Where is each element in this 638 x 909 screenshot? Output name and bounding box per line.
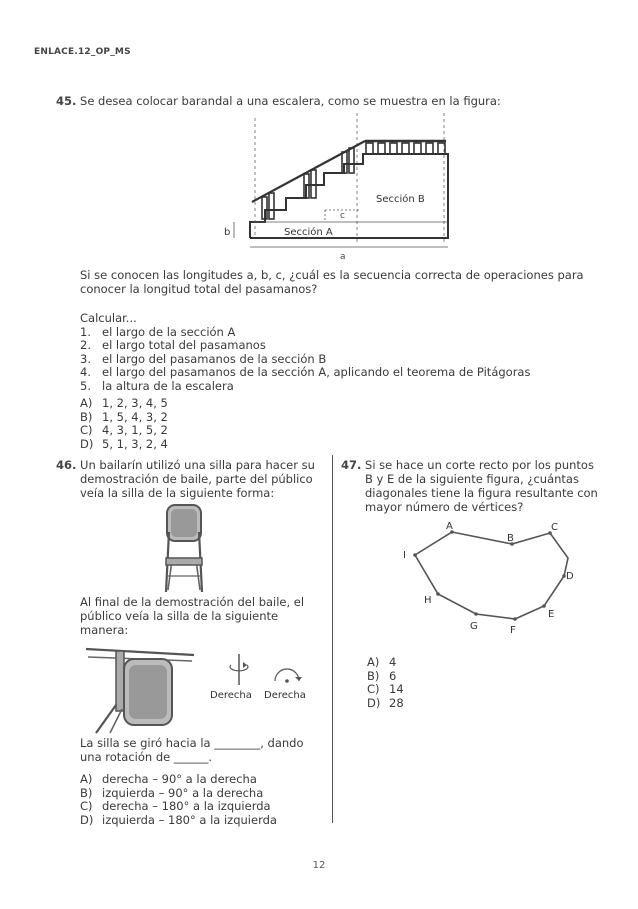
q45-number: 45. xyxy=(56,94,77,108)
step-5: 5. la altura de la escalera xyxy=(80,378,234,393)
q46-final-line3: manera: xyxy=(80,623,129,637)
q46-prompt-line2: demostración de baile, parte del público xyxy=(80,472,313,486)
label-b: b xyxy=(224,227,231,238)
q46-prompt-line3: veía la silla de la siguiente forma: xyxy=(80,486,275,500)
q47-option-d[interactable]: D) 28 xyxy=(367,695,404,710)
vertex-e: E xyxy=(548,609,555,620)
folding-chair-upright xyxy=(160,502,208,594)
vertex-f: F xyxy=(510,625,516,636)
vertex-b: B xyxy=(507,533,514,544)
polygon-figure xyxy=(400,518,590,638)
q46-fill-line2: una rotación de ______. xyxy=(80,750,213,764)
column-divider xyxy=(332,455,333,823)
step-4: 4. el largo del pasamanos de la sección A, aplicando el teorema de Pitágoras xyxy=(80,365,531,380)
q47-option-c[interactable]: C) 14 xyxy=(367,682,404,697)
q46-option-c[interactable]: C) derecha – 180° a la izquierda xyxy=(80,799,271,814)
label-section-a: Sección A xyxy=(284,227,333,238)
q46-option-d[interactable]: D) izquierda – 180° a la izquierda xyxy=(80,812,277,827)
q46-final-text xyxy=(80,595,330,637)
q46-options xyxy=(80,773,277,827)
q46-fill-line1: La silla se giró hacia la ________, dando xyxy=(80,736,304,750)
balusters-section-a xyxy=(262,148,354,219)
q45-prompt-text: Se desea colocar barandal a una escalera, como se muestra en la figura: xyxy=(80,94,501,108)
page-number: 12 xyxy=(312,860,326,871)
rotation-label-1: Derecha xyxy=(210,690,252,701)
q47-prompt-line2: B y E de la siguiente figura, ¿cuántas xyxy=(365,472,579,486)
q46-final-line1: Al final de la demostración del baile, el xyxy=(80,595,305,609)
vertex-i: I xyxy=(403,550,406,561)
q46-prompt xyxy=(56,458,321,500)
q47-number: 47. xyxy=(341,458,362,472)
q47-prompt-line4: mayor número de vértices? xyxy=(365,500,524,514)
q45-option-b[interactable]: B) 1, 5, 4, 3, 2 xyxy=(80,409,168,424)
q47-prompt xyxy=(341,458,611,514)
q45-question xyxy=(80,268,584,296)
q45-option-c[interactable]: C) 4, 3, 1, 5, 2 xyxy=(80,423,168,438)
label-a: a xyxy=(340,252,346,262)
stair-figure xyxy=(220,108,460,270)
step-3: 3. el largo del pasamanos de la sección B xyxy=(80,351,327,366)
q45-question-line2: conocer la longitud total del pasamanos? xyxy=(80,282,318,296)
q47-prompt-line1: Si se hace un corte recto por los puntos xyxy=(365,458,594,472)
vertex-d: D xyxy=(566,571,574,582)
step-1: 1. el largo de la sección A xyxy=(80,324,236,339)
q46-fill-text xyxy=(80,736,330,764)
rotation-horizontal-axis-icon xyxy=(270,663,304,689)
balusters-section-b xyxy=(366,143,445,154)
q46-prompt-line1: Un bailarín utilizó una silla para hacer su xyxy=(80,458,315,472)
q47-options xyxy=(367,656,404,710)
q45-steps xyxy=(80,312,530,394)
q47-prompt-line3: diagonales tiene la figura resultante con xyxy=(365,486,598,500)
q47-option-a[interactable]: A) 4 xyxy=(367,655,397,669)
q46-number: 46. xyxy=(56,458,77,472)
label-section-b: Sección B xyxy=(376,194,425,205)
q45-option-a[interactable]: A) 1, 2, 3, 4, 5 xyxy=(80,396,168,410)
vertex-h: H xyxy=(424,595,432,606)
q45-calc-label: Calcular... xyxy=(80,311,137,325)
label-c: c xyxy=(340,211,345,221)
q46-final-line2: público veía la silla de la siguiente xyxy=(80,609,279,623)
q45-prompt xyxy=(56,94,501,108)
folding-chair-rotated xyxy=(84,645,196,737)
vertex-a: A xyxy=(446,521,453,532)
vertex-g: G xyxy=(470,621,478,632)
q46-option-b[interactable]: B) izquierda – 90° a la derecha xyxy=(80,785,264,800)
q45-question-line1: Si se conocen las longitudes a, b, c, ¿cuál es la secuencia correcta de operaciones para xyxy=(80,268,584,282)
vertex-c: C xyxy=(551,522,558,533)
rotation-vertical-axis-icon xyxy=(224,651,254,687)
rotation-label-2: Derecha xyxy=(264,690,306,701)
q46-option-a[interactable]: A) derecha – 90° a la derecha xyxy=(80,772,257,786)
q45-options xyxy=(80,397,168,451)
document-header: ENLACE.12_OP_MS xyxy=(34,47,131,57)
q47-option-b[interactable]: B) 6 xyxy=(367,668,397,683)
q45-option-d[interactable]: D) 5, 1, 3, 2, 4 xyxy=(80,436,168,451)
step-2: 2. el largo total del pasamanos xyxy=(80,338,266,353)
polygon-vertices xyxy=(413,530,566,621)
